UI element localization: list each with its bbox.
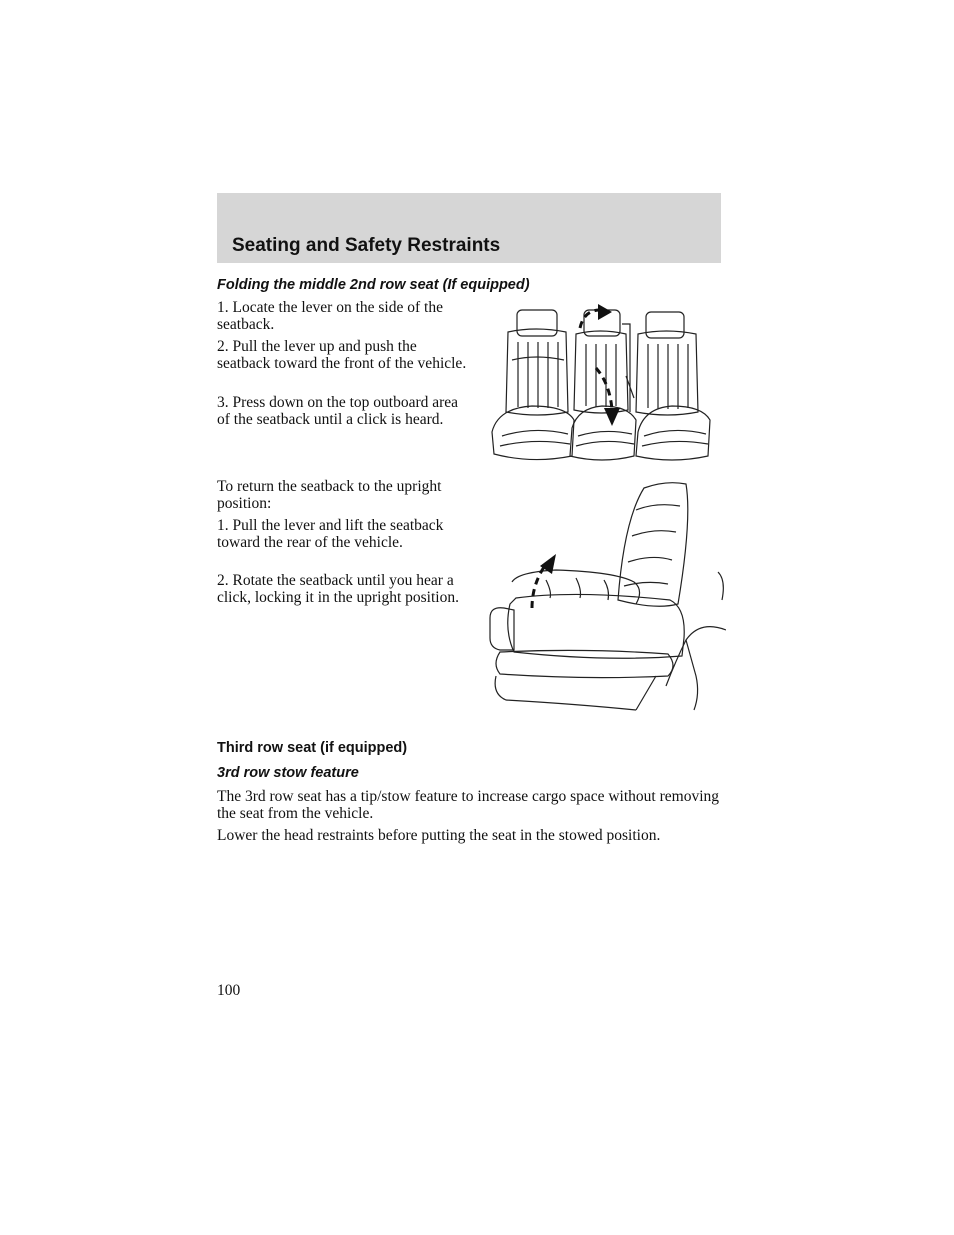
seat-fold-forward-illustration xyxy=(488,302,724,466)
step-3: 3. Press down on the top outboard area of the seatback until a click is heard. xyxy=(217,394,459,428)
paragraph-stow-intro: The 3rd row seat has a tip/stow feature to increase cargo space without removing the seat from the vehicle. xyxy=(217,788,720,822)
step-1: 1. Locate the lever on the side of the seatback. xyxy=(217,299,443,333)
seat-return-upright-illustration xyxy=(486,480,726,716)
return-intro: To return the seatback to the upright position: xyxy=(217,478,442,512)
section-heading-third-row: Third row seat (if equipped) xyxy=(217,740,408,756)
subheading-stow-feature: 3rd row stow feature xyxy=(217,765,359,781)
paragraph-lower-head-restraints: Lower the head restraints before putting the seat in the stowed position. xyxy=(217,827,661,844)
page-number: 100 xyxy=(217,982,241,999)
section-header-band xyxy=(217,193,721,263)
section-heading-folding: Folding the middle 2nd row seat (If equipped) xyxy=(217,277,530,293)
page-title: Seating and Safety Restraints xyxy=(232,235,501,256)
step-2: 2. Pull the lever up and push the seatback toward the front of the vehicle. xyxy=(217,338,467,372)
return-step-1: 1. Pull the lever and lift the seatback toward the rear of the vehicle. xyxy=(217,517,444,551)
return-step-2: 2. Rotate the seatback until you hear a click, locking it in the upright position. xyxy=(217,572,459,606)
